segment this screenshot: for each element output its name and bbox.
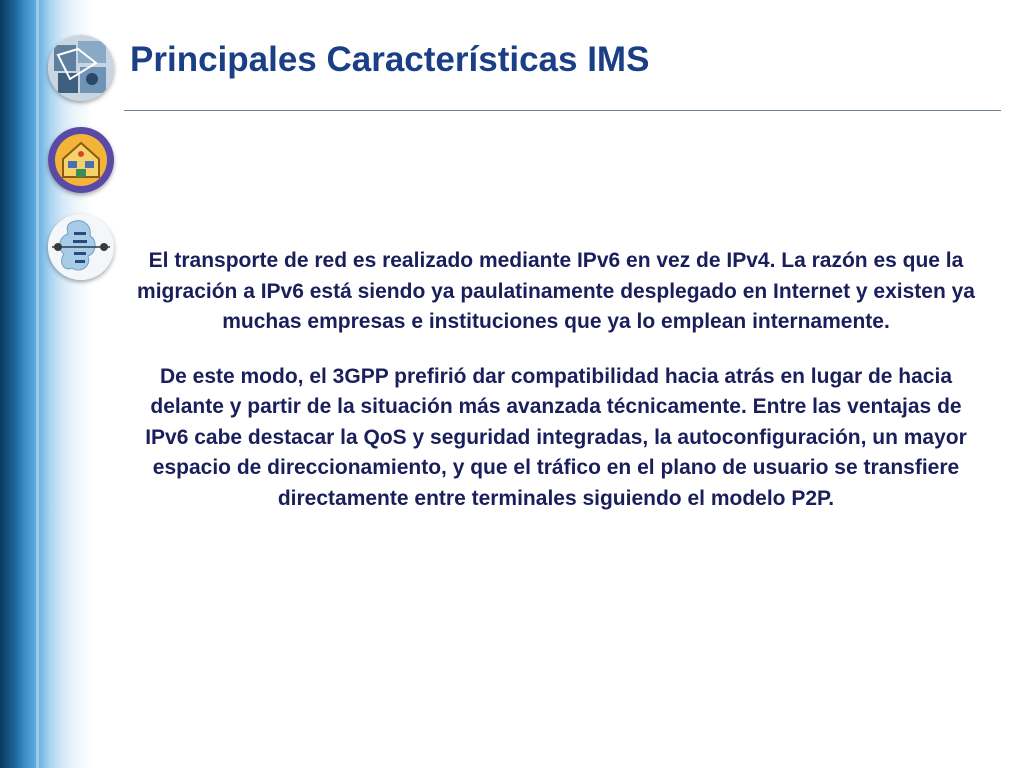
slide-body <box>128 246 984 514</box>
house-network-icon <box>48 127 114 193</box>
body-paragraph: El transporte de red es realizado mediante IPv6 en vez de IPv4. La razón es que la migración a IPv6 está siendo ya paulatinamente desplegado en Internet y existen ya muchas empresas e instituciones que ya lo emplean internamente. <box>137 249 975 333</box>
network-photo-icon <box>48 35 114 101</box>
body-paragraph: De este modo, el 3GPP prefirió dar compatibilidad hacia atrás en lugar de hacia delante y partir de la situación más avanzada técnicamente. Entre las ventajas de IPv6 cabe destacar la QoS y seguridad integradas, la autoconfiguración, un mayor espacio de direccionamiento, y que el tráfico en el plano de usuario se transfiere directamente entre terminales siguiendo el modelo P2P. <box>145 364 967 510</box>
slide-title: Principales Características IMS <box>130 40 650 79</box>
sidebar-stripe <box>36 0 39 768</box>
sidebar-gradient-bar <box>0 0 92 768</box>
network-diagram-icon <box>48 214 114 280</box>
title-divider <box>124 110 1001 111</box>
